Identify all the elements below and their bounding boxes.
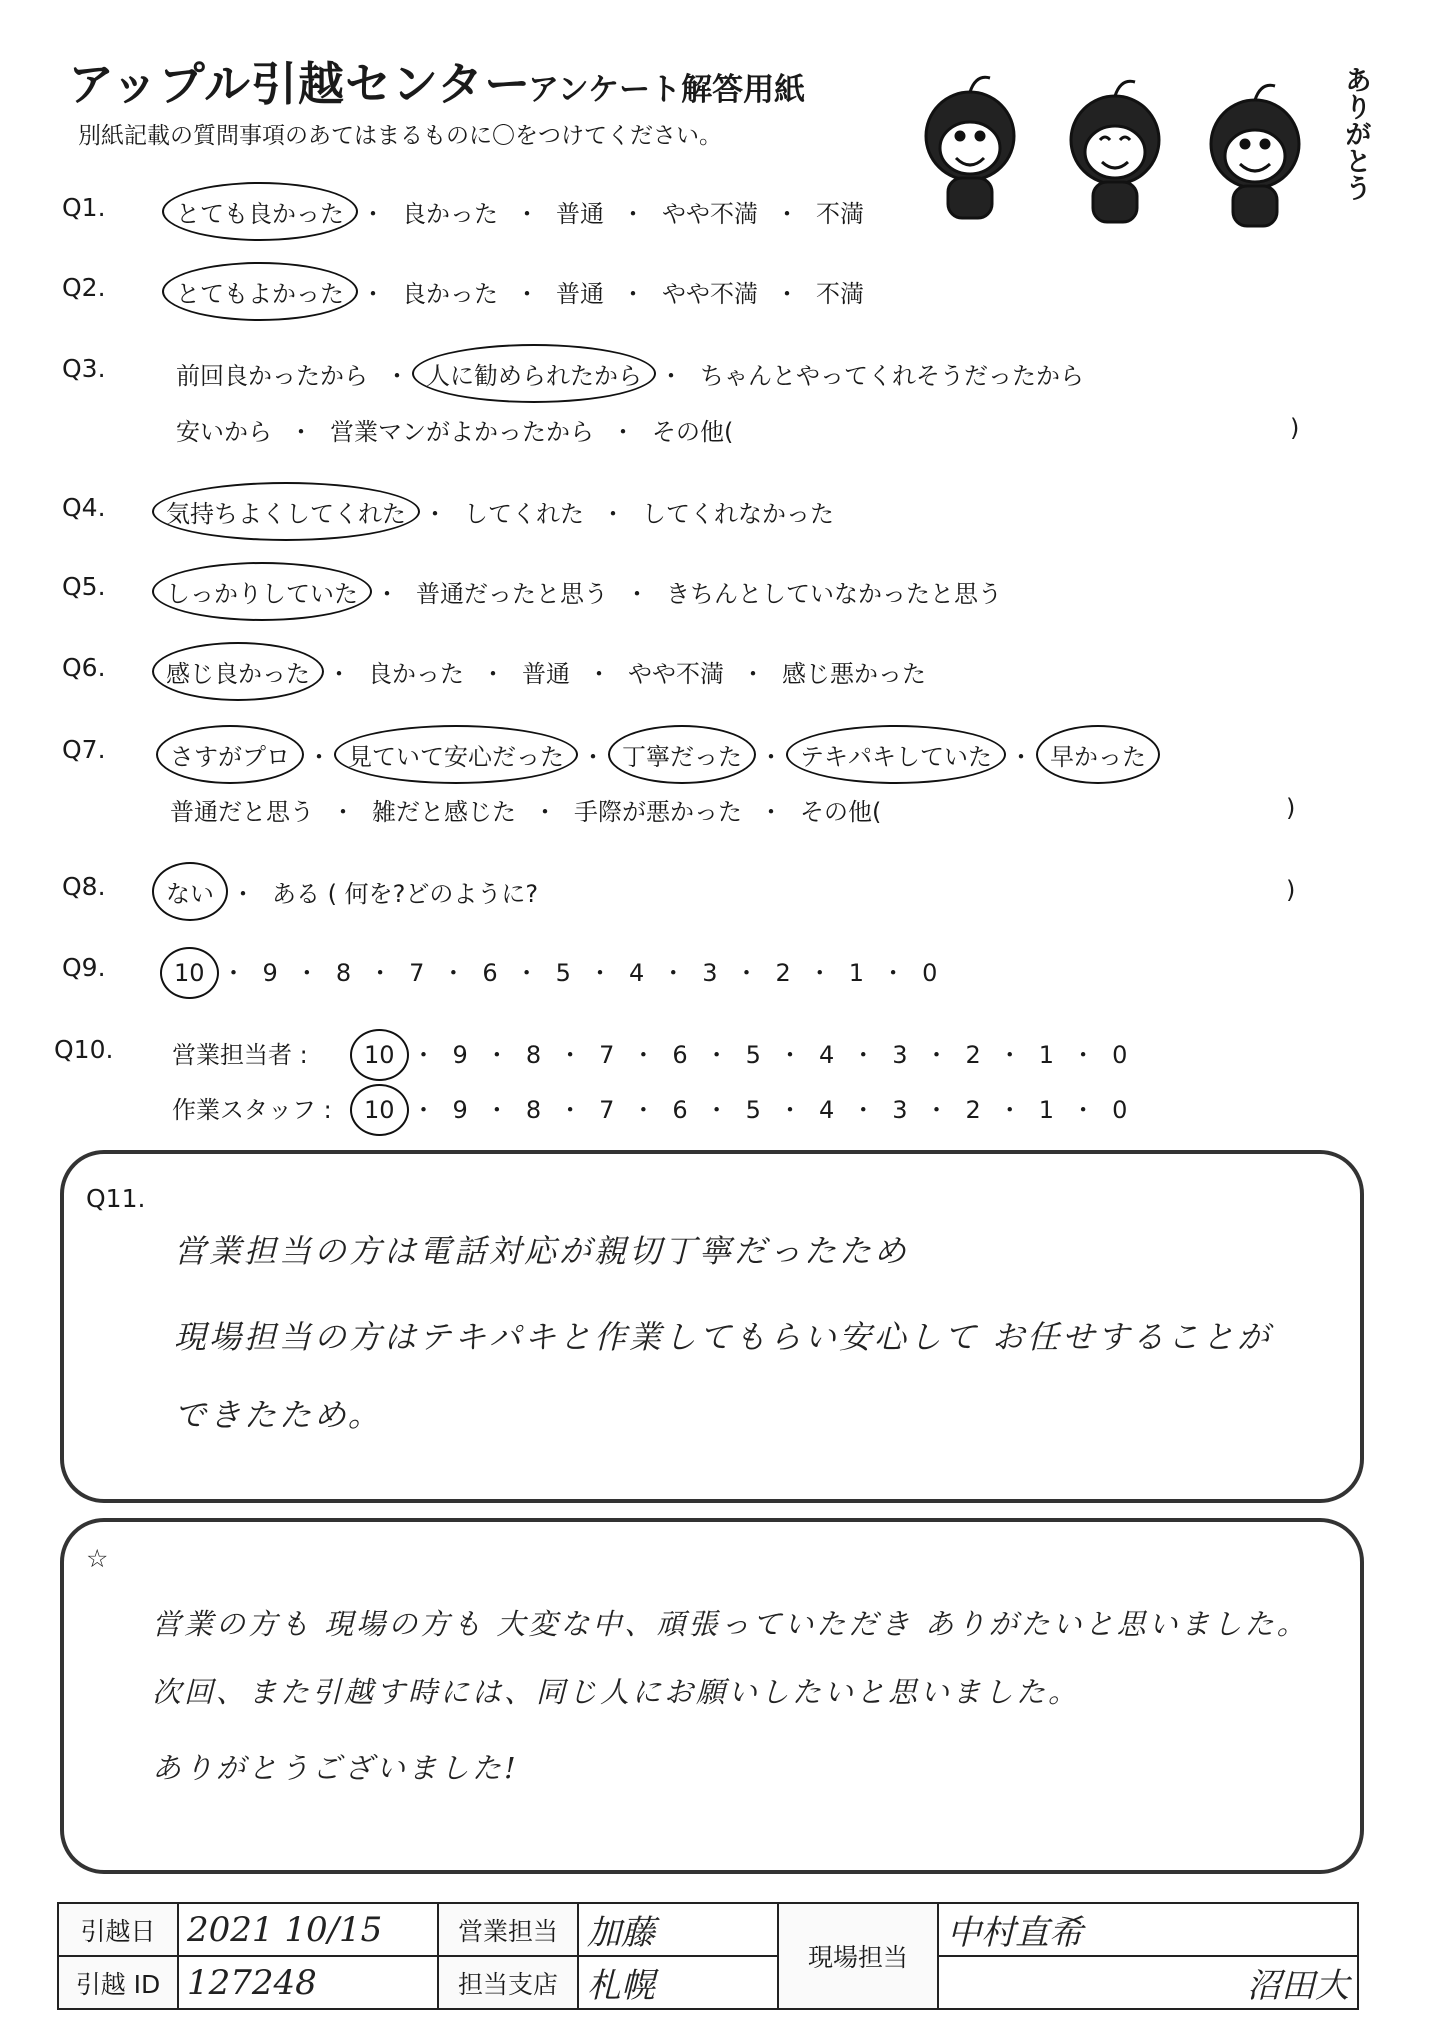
q5-option[interactable]: きちんとしていなかったと思う xyxy=(666,580,1002,608)
q10-staff-score[interactable]: 9 xyxy=(452,1096,468,1124)
q2-option[interactable]: 良かった xyxy=(402,280,498,308)
free-comment-box[interactable] xyxy=(60,1518,1364,1874)
q8-option[interactable]: ない xyxy=(162,872,218,911)
q1-options: とても良かった ・ 良かった ・ 普通 ・ やや不満 ・ 不満 xyxy=(172,192,868,231)
move-id-value[interactable]: 127248 xyxy=(178,1956,438,2009)
q10-staff-score[interactable]: 7 xyxy=(599,1096,615,1124)
q2-options: とてもよかった ・ 良かった ・ 普通 ・ やや不満 ・ 不満 xyxy=(172,272,868,311)
q3-option[interactable]: 営業マンがよかったから xyxy=(330,418,594,446)
q11-answer-box[interactable] xyxy=(60,1150,1364,1503)
site-rep-label: 現場担当 xyxy=(778,1903,938,2009)
company-title: アップル引越センター xyxy=(68,57,532,111)
comment-line: 営業の方も 現場の方も 大変な中、頑張っていただき ありがたいと思いました。 xyxy=(152,1607,1309,1641)
move-date-label: 引越日 xyxy=(58,1903,178,1956)
q7-option[interactable]: 雑だと感じた xyxy=(372,798,516,826)
q9-score[interactable]: 9 xyxy=(262,959,278,987)
form-subtitle: アンケート解答用紙 xyxy=(528,72,806,108)
q10-staff-score[interactable]: 10 xyxy=(360,1094,399,1126)
q6-option[interactable]: 感じ良かった xyxy=(162,652,314,691)
q10-sales-scale: 10 ・ 9 ・ 8 ・ 7 ・ 6 ・ 5 ・ 4 ・ 3 ・ 2 ・ 1 ・ 0 xyxy=(360,1035,1131,1071)
q10-sales-score[interactable]: 6 xyxy=(672,1041,688,1069)
q10-staff-score[interactable]: 5 xyxy=(745,1096,761,1124)
q2-option[interactable]: とてもよかった xyxy=(172,272,348,311)
q2-label: Q2. xyxy=(62,273,106,302)
q10-staff-scale: 10 ・ 9 ・ 8 ・ 7 ・ 6 ・ 5 ・ 4 ・ 3 ・ 2 ・ 1 ・ 0 xyxy=(360,1090,1131,1126)
q6-option[interactable]: 感じ悪かった xyxy=(782,660,926,688)
q6-option[interactable]: やや不満 xyxy=(628,660,724,688)
q10-staff-label: 作業スタッフ : xyxy=(172,1096,332,1124)
q10-sales-label: 営業担当者 : xyxy=(172,1041,308,1069)
q3-options-line1: 前回良かったから ・ 人に勧められたから ・ ちゃんとやってくれそうだったから xyxy=(172,354,1088,393)
q7-option[interactable]: その他( xyxy=(800,798,882,826)
q3-option[interactable]: 前回良かったから xyxy=(176,362,368,390)
q1-label: Q1. xyxy=(62,193,106,222)
q1-option[interactable]: 良かった xyxy=(402,200,498,228)
q6-option[interactable]: 普通 xyxy=(522,660,570,688)
q5-label: Q5. xyxy=(62,572,106,601)
q8-option[interactable]: ある ( 何を?どのように? xyxy=(272,880,539,908)
monkey-mascot-icon xyxy=(1071,81,1159,222)
monkey-mascot-icon xyxy=(1211,85,1299,226)
q2-option[interactable]: 不満 xyxy=(816,280,864,308)
q6-option[interactable]: 良かった xyxy=(368,660,464,688)
q9-scale: 10 ・ 9 ・ 8 ・ 7 ・ 6 ・ 5 ・ 4 ・ 3 ・ 2 ・ 1 ・ 0 xyxy=(170,953,941,989)
q8-options: ない ・ ある ( 何を?どのように? xyxy=(162,872,542,911)
q9-score[interactable]: 6 xyxy=(482,959,498,987)
q5-options: しっかりしていた ・ 普通だったと思う ・ きちんとしていなかったと思う xyxy=(162,572,1006,611)
q10-sales-score[interactable]: 7 xyxy=(599,1041,615,1069)
q10-staff-score[interactable]: 2 xyxy=(965,1096,981,1124)
q10-sales-score[interactable]: 1 xyxy=(1038,1041,1055,1069)
q10-sales-score[interactable]: 5 xyxy=(745,1041,761,1069)
q10-label: Q10. xyxy=(54,1035,114,1064)
q7-close-paren: ) xyxy=(1286,794,1296,822)
q3-options-line2: 安いから ・ 営業マンがよかったから ・ その他( xyxy=(172,410,737,449)
move-date-value[interactable]: 2021 10/15 xyxy=(178,1903,438,1956)
monkey-mascots-illustration xyxy=(900,66,1330,242)
q3-option[interactable]: ちゃんとやってくれそうだったから xyxy=(700,362,1084,390)
q9-score[interactable]: 8 xyxy=(335,959,352,987)
q7-option[interactable]: 丁寧だった xyxy=(618,735,746,774)
q9-score[interactable]: 10 xyxy=(170,957,209,989)
q4-option[interactable]: してくれなかった xyxy=(642,500,834,528)
q5-option[interactable]: しっかりしていた xyxy=(162,572,362,611)
q4-option[interactable]: してくれた xyxy=(464,500,584,528)
q1-option[interactable]: 普通 xyxy=(556,200,604,228)
sales-rep-value[interactable]: 加藤 xyxy=(578,1903,778,1956)
move-id-label: 引越 ID xyxy=(58,1956,178,2009)
q6-options: 感じ良かった ・ 良かった ・ 普通 ・ やや不満 ・ 感じ悪かった xyxy=(162,652,930,691)
q9-score[interactable]: 4 xyxy=(628,959,645,987)
q10-staff-score[interactable]: 0 xyxy=(1112,1096,1128,1124)
q7-label: Q7. xyxy=(62,735,106,764)
q7-option[interactable]: テキパキしていた xyxy=(796,735,996,774)
q10-sales-score[interactable]: 4 xyxy=(818,1041,835,1069)
q10-sales-score[interactable]: 8 xyxy=(525,1041,542,1069)
q9-score[interactable]: 2 xyxy=(775,959,791,987)
q8-close-paren: ) xyxy=(1286,876,1296,904)
q9-score[interactable]: 3 xyxy=(702,959,718,987)
q3-label: Q3. xyxy=(62,354,106,383)
comment-line: 次回、また引越す時には、同じ人にお願いしたいと思いました。 xyxy=(152,1675,1081,1709)
q7-option[interactable]: さすがプロ xyxy=(166,735,294,774)
sales-rep-label: 営業担当 xyxy=(438,1903,578,1956)
q3-option[interactable]: 人に勧められたから xyxy=(422,354,646,393)
q5-option[interactable]: 普通だったと思う xyxy=(416,580,608,608)
q10-sales-score[interactable]: 9 xyxy=(452,1041,468,1069)
q9-score[interactable]: 0 xyxy=(922,959,938,987)
q9-score[interactable]: 5 xyxy=(555,959,571,987)
q10-staff-score[interactable]: 6 xyxy=(672,1096,688,1124)
q1-option[interactable]: やや不満 xyxy=(662,200,758,228)
q10-sales-score[interactable]: 10 xyxy=(360,1039,399,1071)
q7-options-line1: さすがプロ ・ 見ていて安心だった ・ 丁寧だった ・ テキパキしていた ・ 早かった xyxy=(166,735,1150,774)
q7-option[interactable]: 普通だと思う xyxy=(170,798,314,826)
q1-option[interactable]: とても良かった xyxy=(172,192,348,231)
q4-option[interactable]: 気持ちよくしてくれた xyxy=(162,492,410,531)
instruction-text: 別紙記載の質問事項のあてはまるものに〇をつけてください。 xyxy=(78,123,722,149)
q10-staff-score[interactable]: 4 xyxy=(818,1096,835,1124)
q2-option[interactable]: 普通 xyxy=(556,280,604,308)
move-info-table xyxy=(57,1902,1359,2010)
q10-sales-score[interactable]: 0 xyxy=(1112,1041,1128,1069)
q11-label: Q11. xyxy=(86,1184,146,1213)
q9-score[interactable]: 7 xyxy=(409,959,425,987)
q1-option[interactable]: 不満 xyxy=(816,200,864,228)
q9-score[interactable]: 1 xyxy=(848,959,865,987)
q7-option[interactable]: 早かった xyxy=(1046,735,1150,774)
q3-close-paren: ) xyxy=(1290,414,1300,442)
q10-sales-score[interactable]: 2 xyxy=(965,1041,981,1069)
q2-option[interactable]: やや不満 xyxy=(662,280,758,308)
site-rep-value-2[interactable]: 沼田大 xyxy=(938,1956,1358,2009)
q7-option[interactable]: 手際が悪かった xyxy=(574,798,742,826)
comment-line: ありがとうございました! xyxy=(152,1751,519,1785)
star-icon: ☆ xyxy=(86,1544,109,1573)
q9-label: Q9. xyxy=(62,953,106,982)
q10-sales-score[interactable]: 3 xyxy=(892,1041,908,1069)
q11-answer-line: 現場担当の方はテキパキと作業してもらい安心して お任せすることが xyxy=(174,1318,1273,1356)
q6-label: Q6. xyxy=(62,653,106,682)
branch-label: 担当支店 xyxy=(438,1956,578,2009)
q7-options-line2: 普通だと思う ・ 雑だと感じた ・ 手際が悪かった ・ その他( xyxy=(166,790,885,829)
q11-answer-line: 営業担当の方は電話対応が親切丁寧だったため xyxy=(174,1232,910,1270)
branch-value[interactable]: 札幌 xyxy=(578,1956,778,2009)
q3-option[interactable]: 安いから xyxy=(176,418,272,446)
q10-staff-score[interactable]: 1 xyxy=(1038,1096,1055,1124)
q3-option[interactable]: その他( xyxy=(652,418,734,446)
q10-staff-score[interactable]: 8 xyxy=(525,1096,542,1124)
q8-label: Q8. xyxy=(62,872,106,901)
q7-option[interactable]: 見ていて安心だった xyxy=(344,735,568,774)
thanks-vertical-text: ありがとう xyxy=(1340,66,1371,201)
q10-staff-score[interactable]: 3 xyxy=(892,1096,908,1124)
site-rep-value-1[interactable]: 中村直希 xyxy=(938,1903,1358,1956)
q4-label: Q4. xyxy=(62,493,106,522)
q4-options: 気持ちよくしてくれた ・ してくれた ・ してくれなかった xyxy=(162,492,838,531)
monkey-mascot-icon xyxy=(926,77,1014,218)
q11-answer-line: できたため。 xyxy=(174,1396,383,1434)
